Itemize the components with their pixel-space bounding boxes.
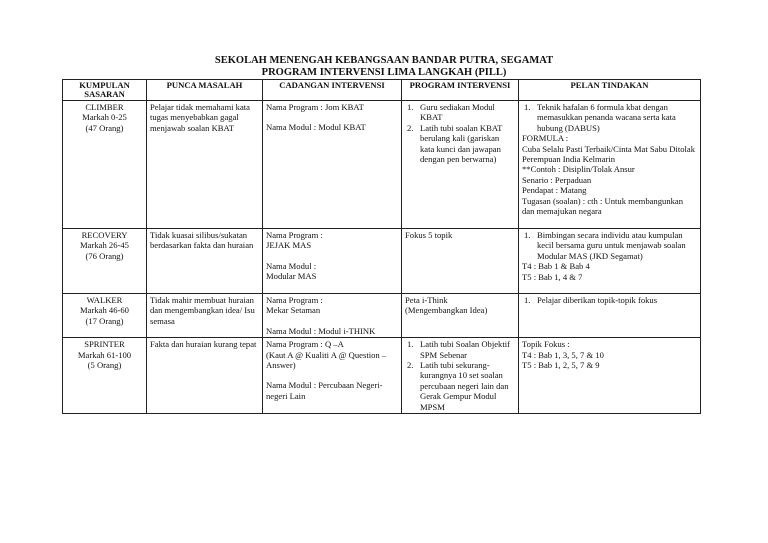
table-row bbox=[63, 294, 701, 338]
group-cell bbox=[63, 338, 147, 414]
list-item bbox=[522, 102, 697, 133]
proposal-cell bbox=[263, 101, 402, 229]
list-item bbox=[522, 295, 697, 305]
program-name: Mekar Setaman bbox=[266, 305, 321, 316]
t5-topics: T5 : Bab 1, 4 & 7 bbox=[522, 271, 583, 282]
document-title: SEKOLAH MENENGAH KEBANGSAAN BANDAR PUTRA, SEGAMAT bbox=[214, 55, 554, 66]
module-name: Nama Modul : Modul i-THINK bbox=[266, 325, 376, 336]
group-count: (17 Orang) bbox=[85, 315, 124, 326]
intervention-table bbox=[62, 79, 701, 414]
t4-topics: T4 : Bab 1 & Bab 4 bbox=[522, 261, 590, 272]
list-text: Pelajar diberikan topik-topik fokus bbox=[537, 295, 658, 305]
problem-cell: Pelajar tidak memahami kata tugas menyebabkan gagal menjawab soalan KBAT bbox=[147, 101, 263, 229]
program-name: Nama Program : Q –A bbox=[266, 339, 344, 350]
proposal-cell bbox=[263, 338, 402, 414]
header-kumpulan-sasaran: KUMPULAN SASARAN bbox=[63, 80, 147, 101]
formula-label: FORMULA : bbox=[522, 133, 569, 144]
table-header-row bbox=[63, 80, 701, 101]
intervention-line: Peta i-Think bbox=[405, 295, 448, 305]
intervention-line: (Mengembangkan Idea) bbox=[405, 305, 488, 316]
group-name: CLIMBER bbox=[85, 102, 124, 112]
module-name: Modular MAS bbox=[266, 271, 317, 282]
list-text: Guru sediakan Modul KBAT bbox=[420, 102, 495, 123]
t4-topics: T4 : Bab 1, 3, 5, 7 & 10 bbox=[522, 349, 604, 360]
group-range: Markah 26-45 bbox=[80, 240, 129, 251]
list-item bbox=[405, 360, 515, 412]
action-cell bbox=[519, 338, 701, 414]
example-text: **Contoh : Disiplin/Tolak Ansur bbox=[522, 164, 635, 175]
scenario-text: Senario : Perpaduan bbox=[522, 174, 592, 185]
header-pelan-tindakan: PELAN TINDAKAN bbox=[519, 80, 701, 101]
table-row bbox=[63, 229, 701, 294]
list-number: 1. bbox=[407, 102, 414, 112]
table-row bbox=[63, 338, 701, 414]
list-number: 1. bbox=[407, 339, 414, 350]
intervention-cell bbox=[402, 338, 519, 414]
module-name: Nama Modul : Percubaan Negeri-negeri Lain bbox=[266, 380, 383, 401]
header-cadangan-intervensi: CADANGAN INTERVENSI bbox=[263, 80, 402, 101]
problem-cell: Tidak mahir membuat huraian dan mengembangkan idea/ Isu semasa bbox=[147, 294, 263, 338]
formula-text: Cuba Selalu Pasti Terbaik/Cinta Mat Sabu Ditolak Perempuan India Kelmarin bbox=[522, 143, 696, 165]
problem-cell: Fakta dan huraian kurang tepat bbox=[147, 338, 263, 414]
proposal-cell bbox=[263, 229, 402, 294]
group-name: SPRINTER bbox=[84, 339, 125, 350]
intervention-cell bbox=[402, 101, 519, 229]
group-count: (47 Orang) bbox=[85, 122, 124, 133]
intervention-cell bbox=[402, 294, 519, 338]
group-cell bbox=[63, 294, 147, 338]
group-count: (5 Orang) bbox=[87, 360, 122, 371]
list-item bbox=[522, 230, 697, 261]
list-number: 2. bbox=[407, 360, 414, 371]
list-item bbox=[405, 102, 515, 123]
t5-topics: T5 : Bab 1, 2, 5, 7 & 9 bbox=[522, 360, 600, 371]
opinion-text: Pendapat : Matang bbox=[522, 185, 587, 196]
intervention-cell: Fokus 5 topik bbox=[402, 229, 519, 294]
group-name: RECOVERY bbox=[81, 230, 128, 240]
problem-cell: Tidak kuasai silibus/sukatan berdasarkan fakta dan huraian bbox=[147, 229, 263, 294]
topic-focus-label: Topik Fokus : bbox=[522, 339, 570, 350]
table-row bbox=[63, 101, 701, 229]
list-item bbox=[405, 123, 515, 165]
module-name: Nama Modul : Modul KBAT bbox=[266, 122, 366, 133]
task-text: Tugasan (soalan) : cth : Untuk membangunkan dan memajukan negara bbox=[522, 195, 684, 217]
list-item bbox=[405, 339, 515, 360]
list-text: Teknik hafalan 6 formula kbat dengan memasukkan penanda wacana serta kata hubung (DABUS) bbox=[537, 102, 676, 133]
header-program-intervensi: PROGRAM INTERVENSI bbox=[402, 80, 519, 101]
program-label: Nama Program : bbox=[266, 295, 323, 305]
list-number: 1. bbox=[524, 230, 531, 240]
group-cell bbox=[63, 101, 147, 229]
group-range: Markah 46-60 bbox=[80, 305, 129, 316]
list-text: Bimbingan secara individu atau kumpulan kecil bersama guru untuk menjawab soalan Modular MAS (JKD Segamat) bbox=[537, 230, 686, 261]
list-number: 2. bbox=[407, 122, 414, 133]
group-range: Markah 0-25 bbox=[82, 112, 127, 123]
group-range: Markah 61-100 bbox=[77, 349, 132, 360]
list-text: Latih tubi Soalan Objektif SPM Sebenar bbox=[420, 339, 510, 360]
list-text: Latih tubi soalan KBAT berulang kali (gariskan kata kunci dan jawapan dengan pen berwarna) bbox=[420, 122, 503, 165]
action-cell bbox=[519, 101, 701, 229]
group-count: (76 Orang) bbox=[85, 250, 124, 261]
group-cell bbox=[63, 229, 147, 294]
group-name: WALKER bbox=[86, 295, 123, 305]
list-number: 1. bbox=[524, 295, 531, 305]
program-label: Nama Program : bbox=[266, 230, 323, 240]
program-name: Nama Program : Jom KBAT bbox=[266, 102, 364, 112]
proposal-cell bbox=[263, 294, 402, 338]
program-detail: (Kaut A @ Kualiti A @ Question – Answer) bbox=[266, 349, 387, 371]
header-punca-masalah: PUNCA MASALAH bbox=[147, 80, 263, 101]
list-number: 1. bbox=[524, 102, 531, 112]
document-subtitle: PROGRAM INTERVENSI LIMA LANGKAH (PILL) bbox=[261, 67, 507, 78]
module-label: Nama Modul : bbox=[266, 260, 317, 271]
action-cell bbox=[519, 294, 701, 338]
list-text: Latih tubi sekurang-kurangnya 10 set soalan percubaan negeri lain dan Gerak Gempur Modul MPSM bbox=[420, 360, 509, 412]
action-cell bbox=[519, 229, 701, 294]
program-name: JEJAK MAS bbox=[266, 240, 312, 251]
